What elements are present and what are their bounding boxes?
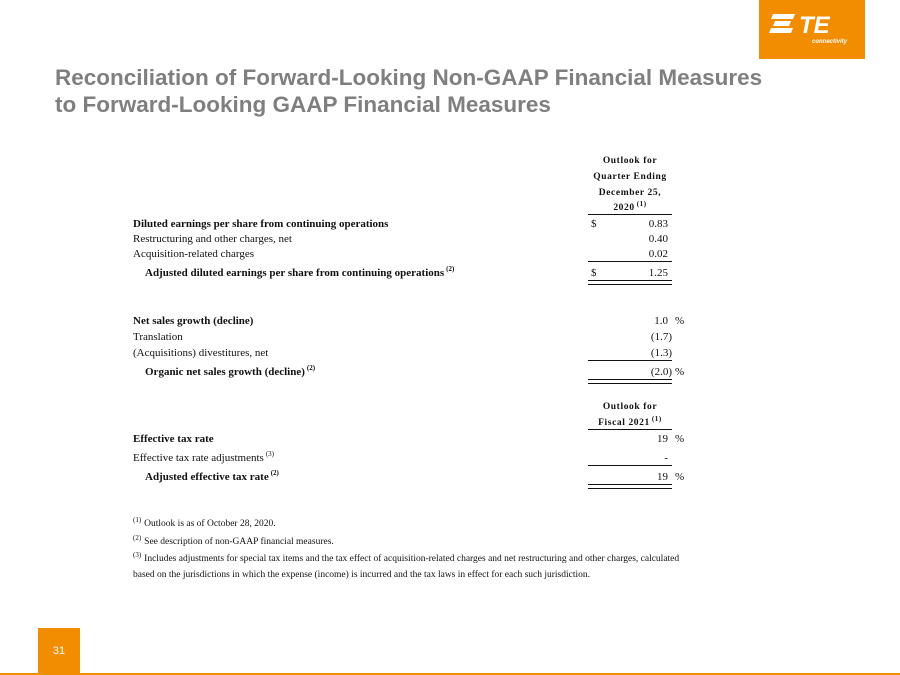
te-connectivity-logo [759, 0, 865, 59]
logo-text: TE [799, 12, 830, 38]
logo-subtext: connectivity [811, 39, 847, 45]
footnote-mark: (2) [133, 533, 142, 542]
row-value: (1.3) [650, 347, 672, 359]
currency-symbol: $ [591, 267, 597, 279]
header-footnote-mark: (1) [651, 414, 662, 423]
row-value: 0.02 [648, 248, 668, 260]
header-line: Outlook for [602, 402, 658, 412]
te-logo-icon [769, 8, 855, 38]
header-fiscal: Fiscal 2021 [598, 418, 650, 428]
row-value-total: 19 [657, 471, 668, 483]
row-value-total: 1.25 [648, 267, 668, 279]
row-label: Effective tax rate [133, 433, 214, 445]
row-value: 0.83 [648, 218, 668, 230]
total-double-rule [588, 379, 672, 384]
header-footnote-mark: (1) [636, 199, 647, 208]
footnote-continuation: based on the jurisdictions in which the expense (income) is incurred and the tax laws in effect for each such jurisdiction. [133, 570, 591, 580]
row-label: Diluted earnings per share from continuing operations [133, 218, 389, 230]
footnote-mark: (2) [306, 364, 316, 373]
total-double-rule [588, 484, 672, 489]
row-label: Restructuring and other charges, net [133, 233, 292, 245]
footnote-mark: (2) [270, 469, 279, 478]
row-value: 19 [657, 433, 668, 445]
row-value: 0.40 [648, 233, 668, 245]
row-label: Translation [133, 331, 183, 343]
row-value: (1.7) [650, 331, 672, 343]
subtotal-rule [588, 261, 672, 262]
header-underline [588, 214, 672, 215]
footnote: $^{(1)}$ Outlook is as of October 28, 2020. [133, 515, 276, 529]
header-year: 2020 [613, 203, 635, 213]
currency-symbol: $ [591, 218, 597, 230]
footnote-mark: (1) [133, 515, 142, 524]
footnote: $^{(2)}$ See description of non-GAAP financial measures. [133, 533, 334, 547]
percent-sign: % [675, 366, 685, 378]
footnote-mark: (3) [133, 550, 142, 559]
percent-sign: % [675, 315, 685, 327]
header-line: December 25, [598, 188, 662, 198]
footnote: $^{(3)}$ Includes adjustments for special tax items and the tax effect of acquisition-related charges and net restructuring and other charges, calculated [133, 550, 680, 564]
header-underline [588, 429, 672, 430]
header-line: Outlook for [602, 156, 658, 166]
page-title [55, 64, 855, 118]
header-line: Quarter Ending [593, 172, 667, 182]
row-label-total: Adjusted effective tax rate $^{(2)}$ [145, 469, 279, 483]
percent-sign: % [675, 433, 685, 445]
total-double-rule [588, 280, 672, 285]
subtotal-rule [588, 360, 672, 361]
subtotal-rule [588, 465, 672, 466]
page-title-line-2: to Forward-Looking GAAP Financial Measures [55, 92, 551, 117]
row-label: Effective tax rate adjustments $^{(3)}$ [133, 450, 275, 464]
footnote-mark: (3) [265, 450, 275, 459]
page-title-line-1: Reconciliation of Forward-Looking Non-GAAP Financial Measures [55, 65, 763, 90]
row-value: - [664, 452, 668, 464]
row-label: Acquisition-related charges [133, 248, 255, 260]
row-label-total: Adjusted diluted earnings per share from continuing operations $^{(2)}$ [145, 265, 455, 279]
percent-sign: % [675, 471, 685, 483]
row-value: 1.0 [654, 315, 668, 327]
row-label: Net sales growth (decline) [133, 315, 254, 327]
row-value-total: (2.0) [650, 366, 672, 378]
row-label-total: Organic net sales growth (decline) $^{(2)}$ [145, 364, 316, 378]
row-label: (Acquisitions) divestitures, net [133, 347, 269, 359]
page-number: 31 [38, 628, 80, 675]
footnote-mark: (2) [446, 265, 455, 274]
